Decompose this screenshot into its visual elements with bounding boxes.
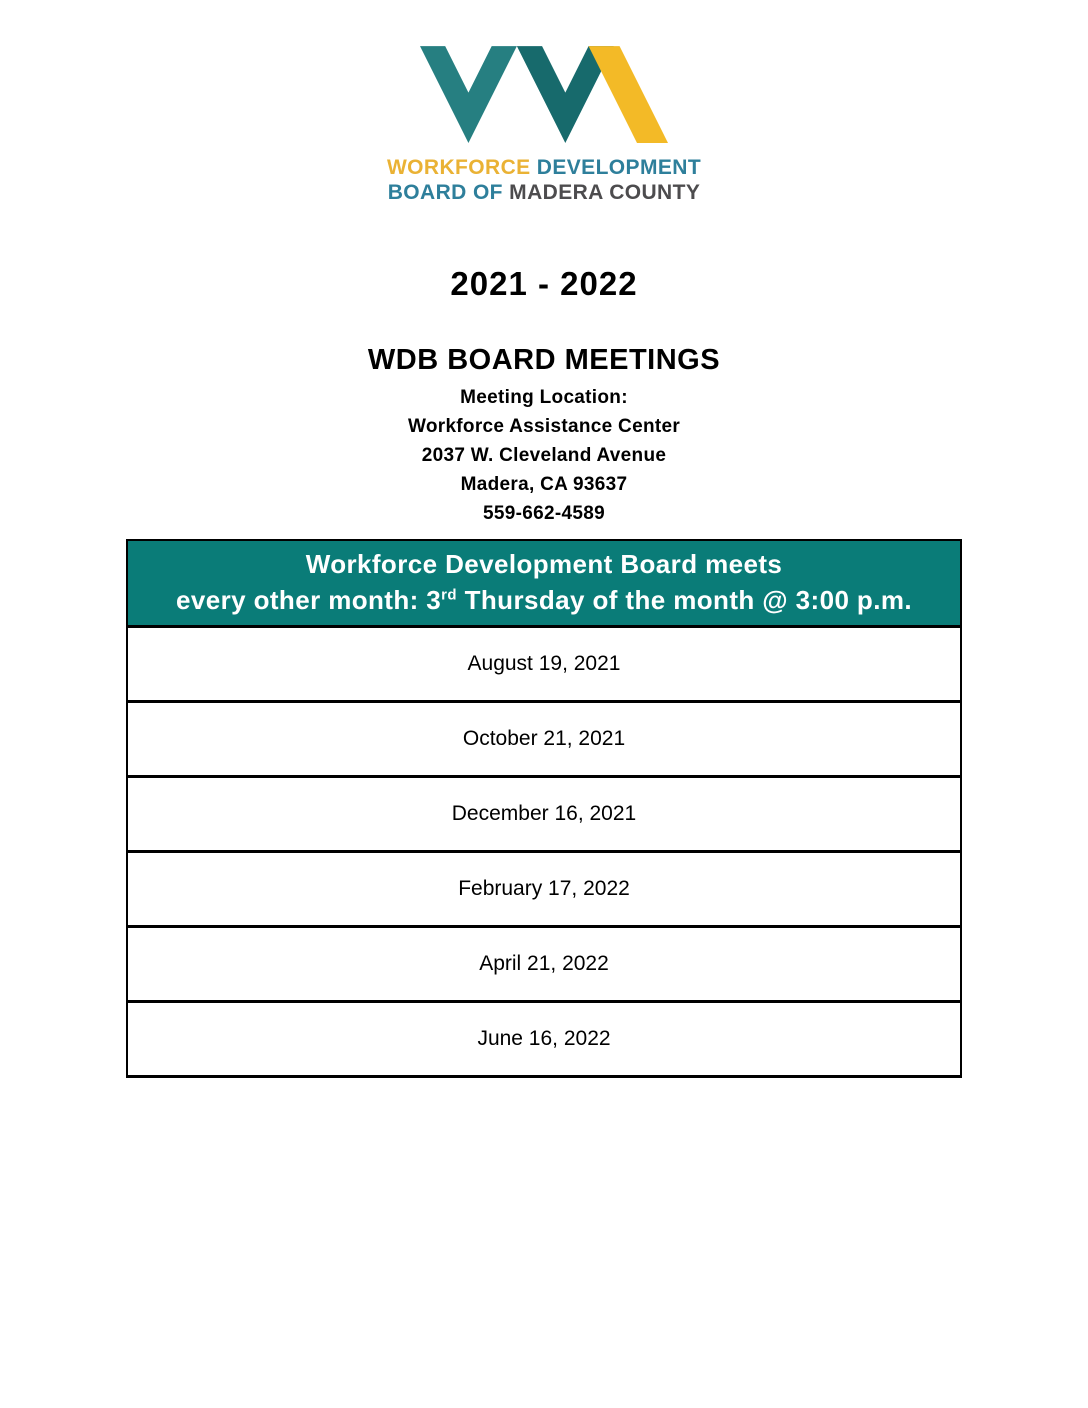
logo-wordmark-line-1 [0,155,1088,180]
page-title: WDB BOARD MEETINGS [367,344,721,376]
banner-row [127,540,961,627]
meetings-table [126,539,962,1078]
meeting-date-cell: December 16, 2021 [127,777,961,852]
location-name: Workforce Assistance Center [407,416,681,437]
logo-workforce-text: WORKFORCE [386,156,531,179]
meeting-location-label: Meeting Location: [460,387,628,408]
banner-line-1: Workforce Development Board meets [305,549,783,579]
table-row [127,777,961,852]
phone-number: 559-662-4589 [483,503,605,524]
table-row [127,1002,961,1077]
logo-wordmark [0,155,1088,205]
table-row [127,627,961,702]
logo-development-text: DEVELOPMENT [536,156,702,179]
meeting-date-cell: June 16, 2022 [127,1002,961,1077]
meeting-date-cell: August 19, 2021 [127,627,961,702]
logo-board-of-text: BOARD OF [387,181,503,204]
ordinal-superscript: rd [441,586,457,604]
table-row [127,852,961,927]
logo-stroke-gold [589,46,668,143]
table-row [127,927,961,1002]
logo [0,0,1088,205]
logo-madera-county-text: MADERA COUNTY [509,181,701,204]
city-state-zip: Madera, CA 93637 [460,474,628,495]
meeting-date-cell: October 21, 2021 [127,702,961,777]
years-heading: 2021 - 2022 [450,265,638,302]
meeting-date-cell: February 17, 2022 [127,852,961,927]
banner-line-2: every other month: 3rd Thursday of the month @ 3:00 p.m. [176,585,912,615]
table-banner [127,540,961,627]
meeting-location-block [0,383,1088,528]
logo-wordmark-line-2 [0,180,1088,205]
logo-v-light [420,46,517,143]
wdb-logo-mark-icon [420,46,668,143]
meeting-table-body [127,627,961,1077]
street-address: 2037 W. Cleveland Avenue [421,445,667,466]
meeting-date-cell: April 21, 2022 [127,927,961,1002]
table-row [127,702,961,777]
